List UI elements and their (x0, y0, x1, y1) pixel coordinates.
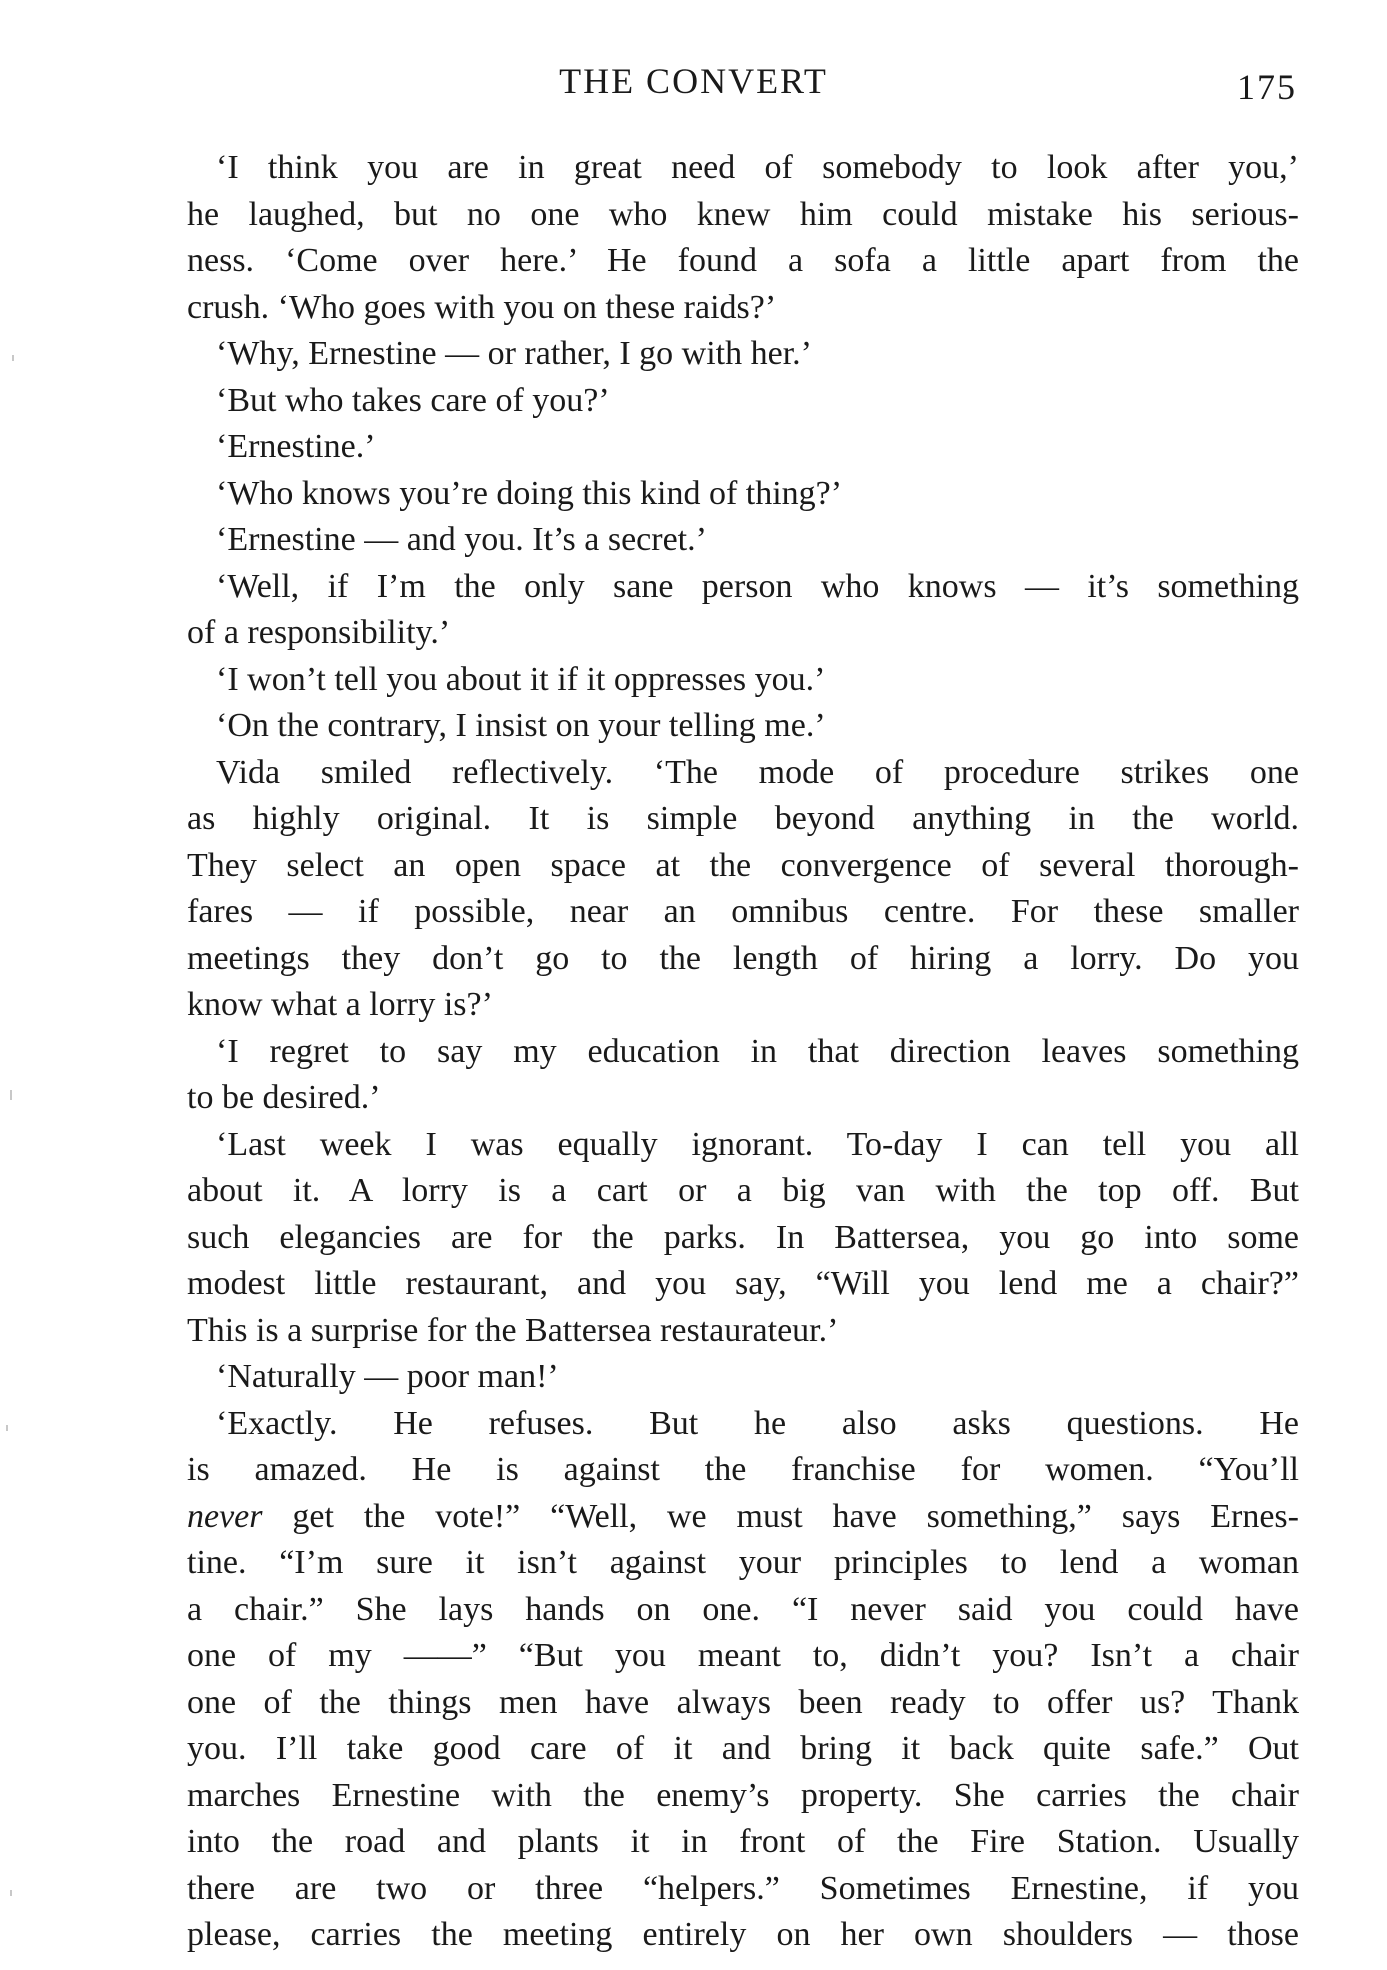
text-line: tine. “I’m sure it isn’t against your principles to lend a woman (187, 1544, 1299, 1581)
text-line: such elegancies are for the parks. In Battersea, you go into some (187, 1218, 1299, 1256)
text-line: please, carries the meeting entirely on her own shoulders — those (187, 1916, 1299, 1953)
text-line: he laughed, but no one who knew him could mistake his serious- (187, 195, 1299, 233)
scan-speck (10, 1890, 12, 1896)
text-line: ‘But who takes care of you?’ (216, 381, 610, 419)
scan-speck (12, 355, 14, 361)
text-line: ‘Exactly. He refuses. But he also asks questions. He (216, 1404, 1299, 1442)
text-line: ness. ‘Come over here.’ He found a sofa a little apart from the (187, 242, 1299, 279)
text-line: a chair.” She lays hands on one. “I never said you could have (187, 1590, 1299, 1628)
running-title: THE CONVERT (559, 61, 828, 101)
scan-speck (10, 1090, 12, 1100)
page-number: 175 (1237, 67, 1297, 107)
text-line: ‘On the contrary, I insist on your telling me.’ (216, 707, 826, 744)
text-line: fares — if possible, near an omnibus centre. For these smaller (187, 893, 1299, 930)
italic-word: never (187, 1497, 263, 1535)
text-line: Vida smiled reflectively. ‘The mode of procedure strikes one (216, 753, 1299, 791)
text-line: of a responsibility.’ (187, 614, 451, 651)
text-line: ‘Ernestine — and you. It’s a secret.’ (216, 521, 707, 558)
text-line (187, 1494, 1299, 1541)
text-line: ‘Well, if I’m the only sane person who knows — it’s something (216, 567, 1299, 605)
text-line: know what a lorry is?’ (187, 986, 493, 1023)
scan-speck (6, 1425, 8, 1431)
text-line: crush. ‘Who goes with you on these raids?’ (187, 288, 777, 326)
text-line: ‘Who knows you’re doing this kind of thing?’ (216, 474, 843, 512)
line-text: get the vote!” “Well, we must have something,” says Ernes- (262, 1497, 1299, 1535)
text-line: marches Ernestine with the enemy’s property. She carries the chair (187, 1776, 1299, 1814)
text-line: ‘I think you are in great need of somebody to look after you,’ (216, 149, 1299, 186)
text-line: This is a surprise for the Battersea restaurateur.’ (187, 1311, 839, 1349)
text-line: there are two or three “helpers.” Sometimes Ernestine, if you (187, 1869, 1299, 1907)
text-line: ‘Naturally — poor man!’ (216, 1358, 559, 1395)
page-header (0, 56, 1387, 106)
text-line: modest little restaurant, and you say, “Will you lend me a chair?” (187, 1265, 1299, 1302)
text-line: ‘Last week I was equally ignorant. To-day I can tell you all (216, 1125, 1299, 1163)
text-line: one of my ——” “But you meant to, didn’t you? Isn’t a chair (187, 1637, 1299, 1674)
text-line: ‘Why, Ernestine — or rather, I go with her.’ (216, 335, 812, 372)
text-line: into the road and plants it in front of the Fire Station. Usually (187, 1823, 1299, 1860)
text-line: you. I’ll take good care of it and bring it back quite safe.” Out (187, 1730, 1299, 1767)
text-line: to be desired.’ (187, 1079, 381, 1116)
text-line: ‘I regret to say my education in that direction leaves something (216, 1032, 1299, 1070)
text-line: ‘I won’t tell you about it if it oppresses you.’ (216, 660, 826, 698)
text-line: as highly original. It is simple beyond anything in the world. (187, 800, 1299, 837)
text-line: about it. A lorry is a cart or a big van with the top off. But (187, 1172, 1299, 1209)
text-line: one of the things men have always been ready to offer us? Thank (187, 1683, 1299, 1721)
body-text (187, 145, 1299, 1959)
text-line: is amazed. He is against the franchise for women. “You’ll (187, 1451, 1299, 1488)
text-line: meetings they don’t go to the length of hiring a lorry. Do you (187, 939, 1299, 977)
text-line: They select an open space at the convergence of several thorough- (187, 846, 1299, 884)
text-line: ‘Ernestine.’ (216, 428, 376, 465)
